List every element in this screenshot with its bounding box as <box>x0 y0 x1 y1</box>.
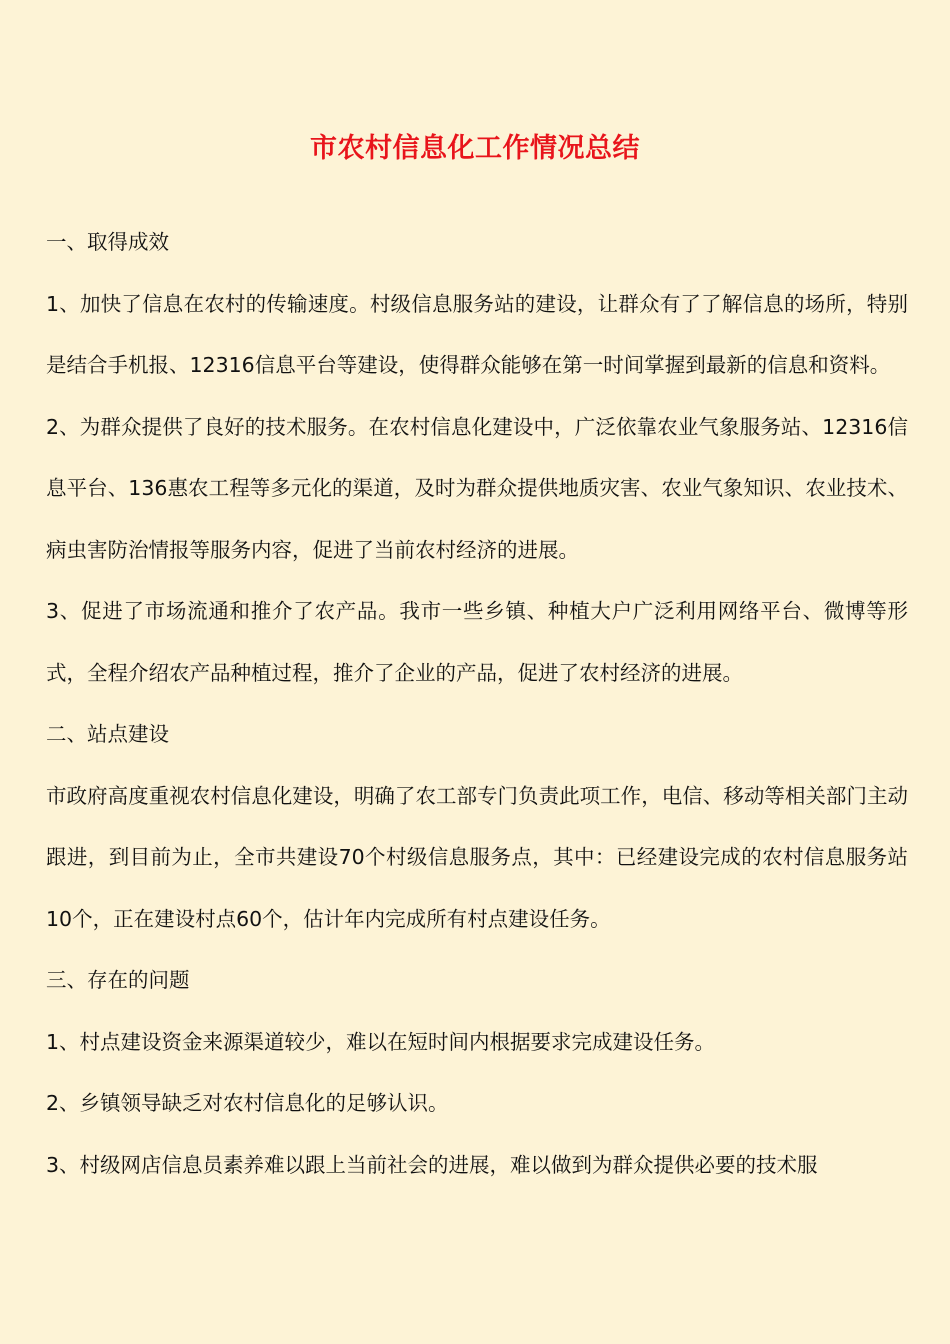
section-heading-results: 一、取得成效 <box>46 230 169 254</box>
paragraph: 市政府高度重视农村信息化建设，明确了农工部专门负责此项工作，电信、移动等相关部门主动跟进，到目前为止，全市共建设70个村级信息服务点，其中：已经建设完成的农村信息服务站10个，正在建设村点60个，估计年内完成所有村点建设任务。 <box>46 783 908 931</box>
paragraph: 3、村级网店信息员素养难以跟上当前社会的进展，难以做到为群众提供必要的技术服 <box>46 1152 818 1177</box>
paragraph: 1、加快了信息在农村的传输速度。村级信息服务站的建设，让群众有了了解信息的场所，特别是结合手机报、12316信息平台等建设，使得群众能够在第一时间掌握到最新的信息和资料。 <box>46 291 908 377</box>
document-title: 市农村信息化工作情况总结 <box>310 133 640 164</box>
paragraph: 1、村点建设资金来源渠道较少，难以在短时间内根据要求完成建设任务。 <box>46 1029 716 1054</box>
document-body <box>46 212 908 1196</box>
section-heading-site-construction: 二、站点建设 <box>46 722 169 746</box>
paragraph: 2、乡镇领导缺乏对农村信息化的足够认识。 <box>46 1091 449 1115</box>
paragraph: 2、为群众提供了良好的技术服务。在农村信息化建设中，广泛依靠农业气象服务站、12316信息平台、136惠农工程等多元化的渠道，及时为群众提供地质灾害、农业气象知识、农业技术、病虫害防治情报等服务内容，促进了当前农村经济的进展。 <box>46 414 908 562</box>
paragraph: 3、促进了市场流通和推介了农产品。我市一些乡镇、种植大户广泛利用网络平台、微博等形式，全程介绍农产品种植过程，推介了企业的产品，促进了农村经济的进展。 <box>46 599 908 685</box>
section-heading-problems: 三、存在的问题 <box>46 968 190 992</box>
